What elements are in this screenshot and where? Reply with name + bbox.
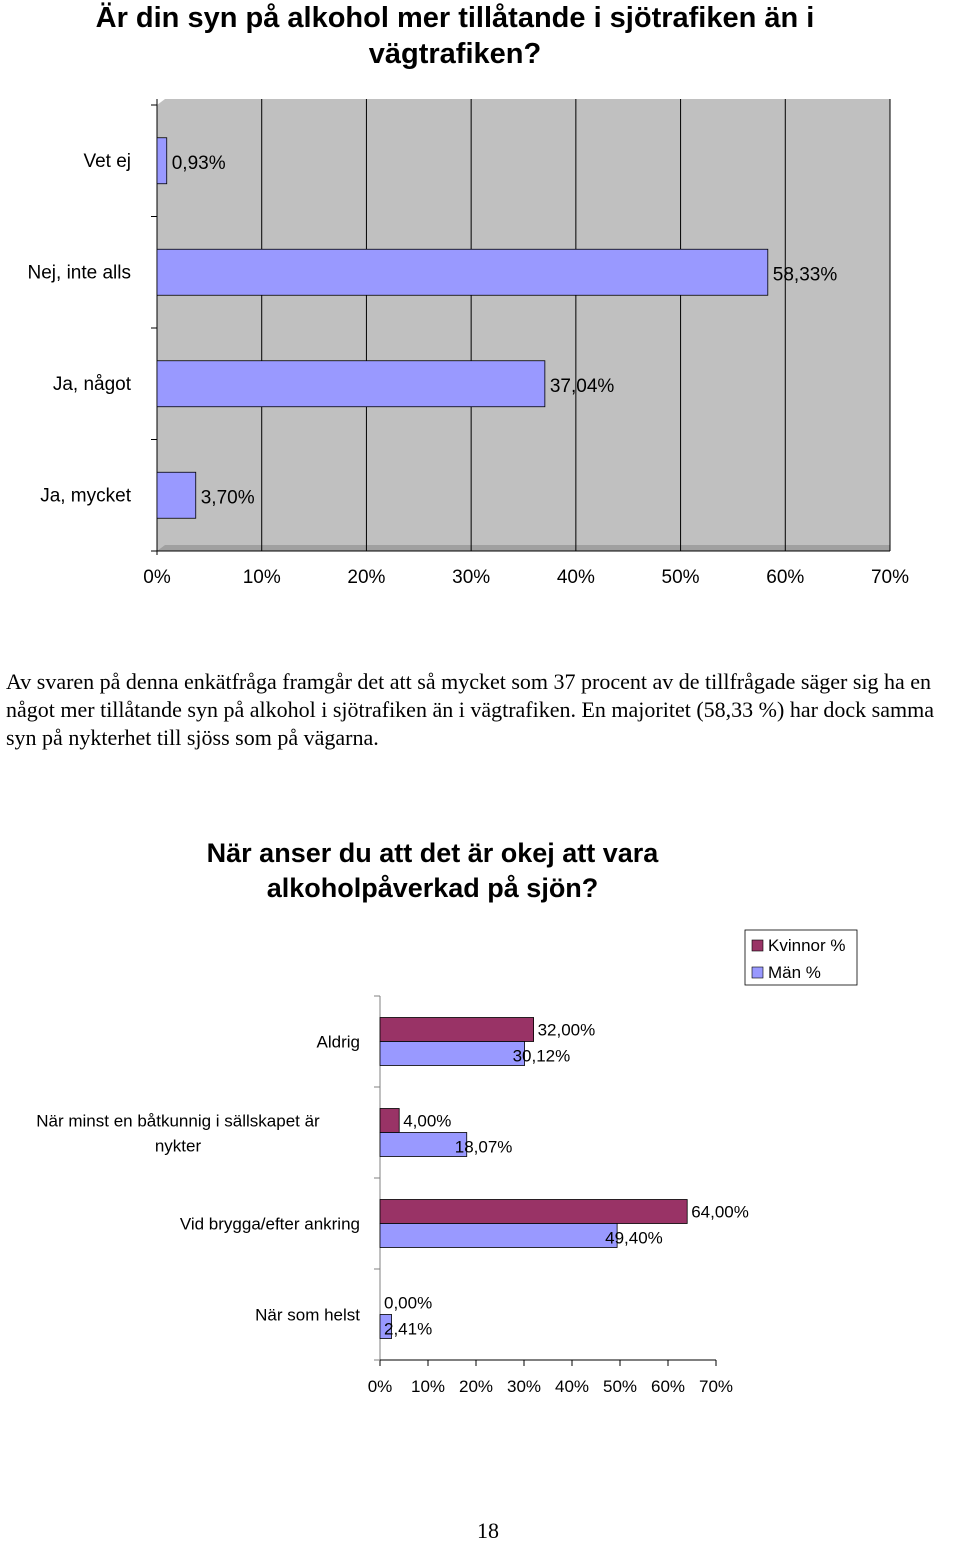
chart1-title: Är din syn på alkohol mer tillåtande i sjötrafiken än i vägtrafiken? bbox=[95, 2, 815, 70]
chart1-bar bbox=[157, 249, 768, 295]
chart1-category-label: Ja, mycket bbox=[40, 485, 131, 507]
body-text: Av svaren på denna enkätfråga framgår det att så mycket som 37 procent av de tillfrågade säger sig ha en något mer tillåtande syn på alkohol i sjötrafiken än i vägtrafiken. En majoritet (58,33 %) har dock samma syn på nykterhet till sjöss som på vägarna. bbox=[6, 669, 934, 750]
chart1-x-tick-label: 30% bbox=[452, 567, 491, 588]
chart2-x-tick-label: 40% bbox=[554, 1377, 590, 1396]
chart1-plot-area bbox=[157, 105, 890, 551]
chart2-x-tick-label: 50% bbox=[602, 1377, 638, 1396]
chart2-x-tick-label: 30% bbox=[506, 1377, 542, 1396]
chart2-legend-label: Kvinnor % bbox=[768, 936, 846, 955]
chart2-x-tick-label: 20% bbox=[458, 1377, 494, 1396]
chart2-bar bbox=[380, 1042, 525, 1066]
chart1-x-tick-label: 10% bbox=[242, 567, 281, 588]
chart2-bar bbox=[380, 1224, 617, 1248]
chart1-x-tick-label: 50% bbox=[661, 567, 700, 588]
chart2 bbox=[0, 920, 960, 1400]
chart1-floor bbox=[157, 545, 890, 551]
page-number: 18 bbox=[477, 1518, 499, 1543]
chart2-legend-label: Män % bbox=[768, 963, 821, 982]
chart1-x-tick-label: 70% bbox=[870, 567, 910, 588]
chart2-data-label: 32,00% bbox=[537, 1020, 596, 1040]
chart1-data-label: 3,70% bbox=[200, 487, 255, 509]
chart1 bbox=[0, 70, 960, 670]
chart2-title: När anser du att det är okej att vara alkoholpåverkad på sjön? bbox=[206, 838, 659, 903]
chart2-x-tick-label: 60% bbox=[650, 1377, 686, 1396]
chart2-legend bbox=[745, 930, 857, 985]
chart1-category-label: Ja, något bbox=[52, 373, 131, 395]
chart2-x-tick-label: 0% bbox=[367, 1377, 393, 1396]
chart2-category-label: Aldrig bbox=[316, 1032, 360, 1052]
chart1-bar bbox=[157, 138, 167, 184]
chart2-x-tick-label: 70% bbox=[698, 1377, 734, 1396]
chart2-category-label: När som helst bbox=[255, 1305, 360, 1325]
chart1-bar bbox=[157, 361, 545, 407]
chart1-category-label: Nej, inte alls bbox=[27, 262, 131, 284]
chart2-data-label: 30,12% bbox=[512, 1046, 571, 1066]
chart1-bar bbox=[157, 472, 196, 518]
chart2-data-label: 4,00% bbox=[403, 1111, 452, 1131]
chart2-category-label: Vid brygga/efter ankring bbox=[179, 1214, 360, 1234]
chart1-data-label: 58,33% bbox=[772, 264, 838, 286]
chart2-data-label: 0,00% bbox=[384, 1293, 433, 1313]
chart2-bar bbox=[380, 1200, 687, 1224]
chart2-bar bbox=[380, 1109, 399, 1133]
chart2-data-label: 2,41% bbox=[384, 1319, 433, 1339]
chart2-category-label: När minst en båtkunnig i sällskapet är nykter bbox=[36, 1111, 320, 1156]
chart2-legend-swatch bbox=[752, 940, 763, 951]
chart1-category-label: Vet ej bbox=[83, 150, 131, 172]
chart1-data-label: 0,93% bbox=[171, 152, 226, 174]
chart2-data-label: 18,07% bbox=[454, 1137, 513, 1157]
chart2-bar bbox=[380, 1018, 534, 1042]
chart1-x-tick-label: 60% bbox=[766, 567, 805, 588]
chart2-x-tick-label: 10% bbox=[410, 1377, 446, 1396]
chart2-data-label: 64,00% bbox=[691, 1202, 749, 1222]
chart2-bar bbox=[380, 1133, 467, 1157]
chart1-x-tick-label: 0% bbox=[143, 567, 171, 588]
chart2-data-label: 49,40% bbox=[605, 1228, 663, 1248]
chart2-legend-swatch bbox=[752, 967, 763, 978]
chart1-data-label: 37,04% bbox=[549, 375, 615, 397]
chart1-x-tick-label: 40% bbox=[556, 567, 595, 588]
chart1-x-tick-label: 20% bbox=[347, 567, 386, 588]
